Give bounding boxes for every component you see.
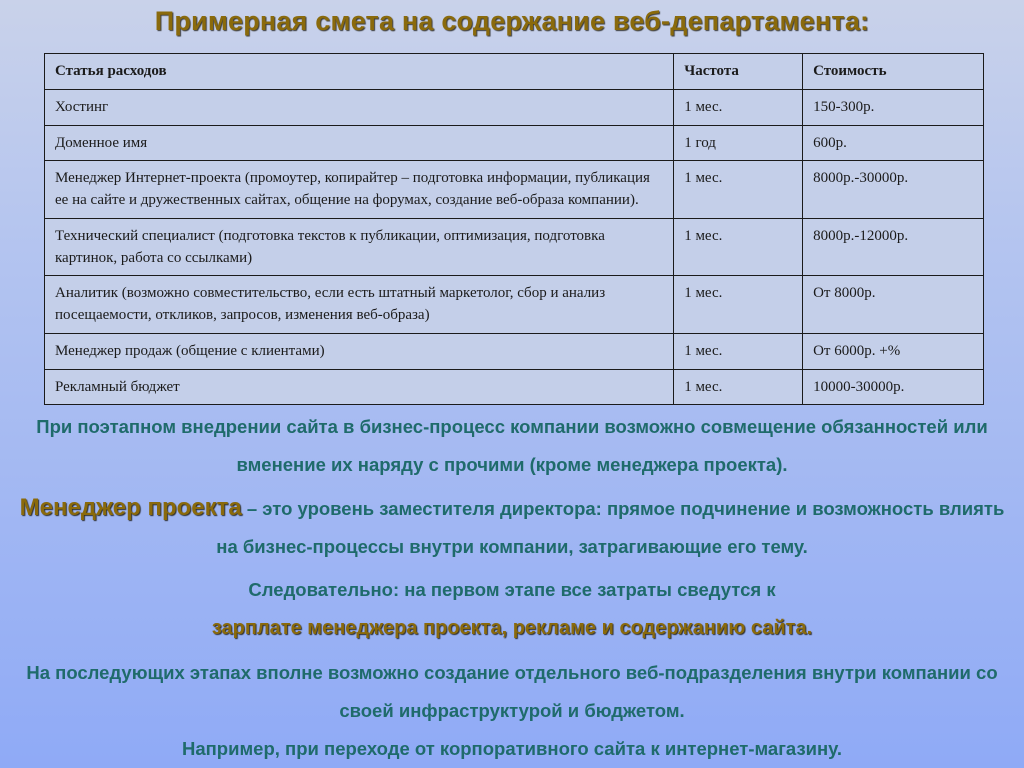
- cell-frequency: 1 мес.: [674, 369, 803, 405]
- cell-cost: 150-300р.: [803, 89, 984, 125]
- table-row: [45, 369, 984, 405]
- cell-expense-item: Хостинг: [45, 89, 674, 125]
- cell-expense-item: Рекламный бюджет: [45, 369, 674, 405]
- highlight-project-manager: Менеджер проекта: [19, 494, 242, 521]
- cell-cost: 600р.: [803, 125, 984, 161]
- cell-cost: От 6000р. +%: [803, 333, 984, 369]
- paragraph-later-stages: [14, 654, 1010, 768]
- cell-cost: 8000р.-12000р.: [803, 218, 984, 276]
- cell-cost: От 8000р.: [803, 276, 984, 334]
- cell-expense-item: Менеджер продаж (общение с клиентами): [45, 333, 674, 369]
- example-text: Например, при переходе от корпоративного сайта к интернет-магазину.: [181, 738, 842, 759]
- first-stage-line: Следовательно: на первом этапе все затраты сведутся к: [248, 579, 776, 600]
- table-row: [45, 333, 984, 369]
- cell-frequency: 1 мес.: [674, 333, 803, 369]
- cell-frequency: 1 мес.: [674, 161, 803, 219]
- cell-expense-item: Аналитик (возможно совместительство, если есть штатный маркетолог, сбор и анализ посещаемости, откликов, запросов, изменения веб-образа): [45, 276, 674, 334]
- cost-estimate-table: [44, 53, 984, 405]
- highlight-first-stage-costs: зарплате менеджера проекта, рекламе и содержанию сайта.: [211, 617, 813, 639]
- paragraph-combining-duties: При поэтапном внедрении сайта в бизнес-процесс компании возможно совмещение обязанностей или вменение их наряду с прочими (кроме менеджера проекта).: [36, 416, 988, 475]
- table-header-row: [45, 54, 984, 90]
- cell-expense-item: Технический специалист (подготовка текстов к публикации, оптимизация, подготовка картинок, работа со ссылками): [45, 218, 674, 276]
- header-cost: Стоимость: [803, 54, 984, 90]
- later-stages-text: На последующих этапах вполне возможно создание отдельного веб-подразделения внутри компании со своей инфраструктурой и бюджетом.: [26, 662, 998, 721]
- header-frequency: Частота: [674, 54, 803, 90]
- table-row: [45, 161, 984, 219]
- cell-frequency: 1 год: [674, 125, 803, 161]
- cell-cost: 10000-30000р.: [803, 369, 984, 405]
- cell-frequency: 1 мес.: [674, 218, 803, 276]
- table-row: [45, 218, 984, 276]
- paragraph-project-manager: [14, 489, 1010, 566]
- cell-expense-item: Доменное имя: [45, 125, 674, 161]
- paragraph-first-stage: [14, 571, 1010, 647]
- table-row: [45, 276, 984, 334]
- cell-cost: 8000р.-30000р.: [803, 161, 984, 219]
- paragraph-project-manager-text: – это уровень заместителя директора: прямое подчинение и возможность влиять на бизнес-процессы внутри компании, затрагивающие его тему.: [216, 498, 1005, 557]
- slide-title: Примерная смета на содержание веб-департамента:: [154, 6, 870, 36]
- cell-frequency: 1 мес.: [674, 89, 803, 125]
- cell-expense-item: Менеджер Интернет-проекта (промоутер, копирайтер – подготовка информации, публикация ее на сайте и дружественных сайтах, общение на форумах, создание веб-образа компании).: [45, 161, 674, 219]
- header-expense-item: Статья расходов: [45, 54, 674, 90]
- table-row: [45, 89, 984, 125]
- table-row: [45, 125, 984, 161]
- cell-frequency: 1 мес.: [674, 276, 803, 334]
